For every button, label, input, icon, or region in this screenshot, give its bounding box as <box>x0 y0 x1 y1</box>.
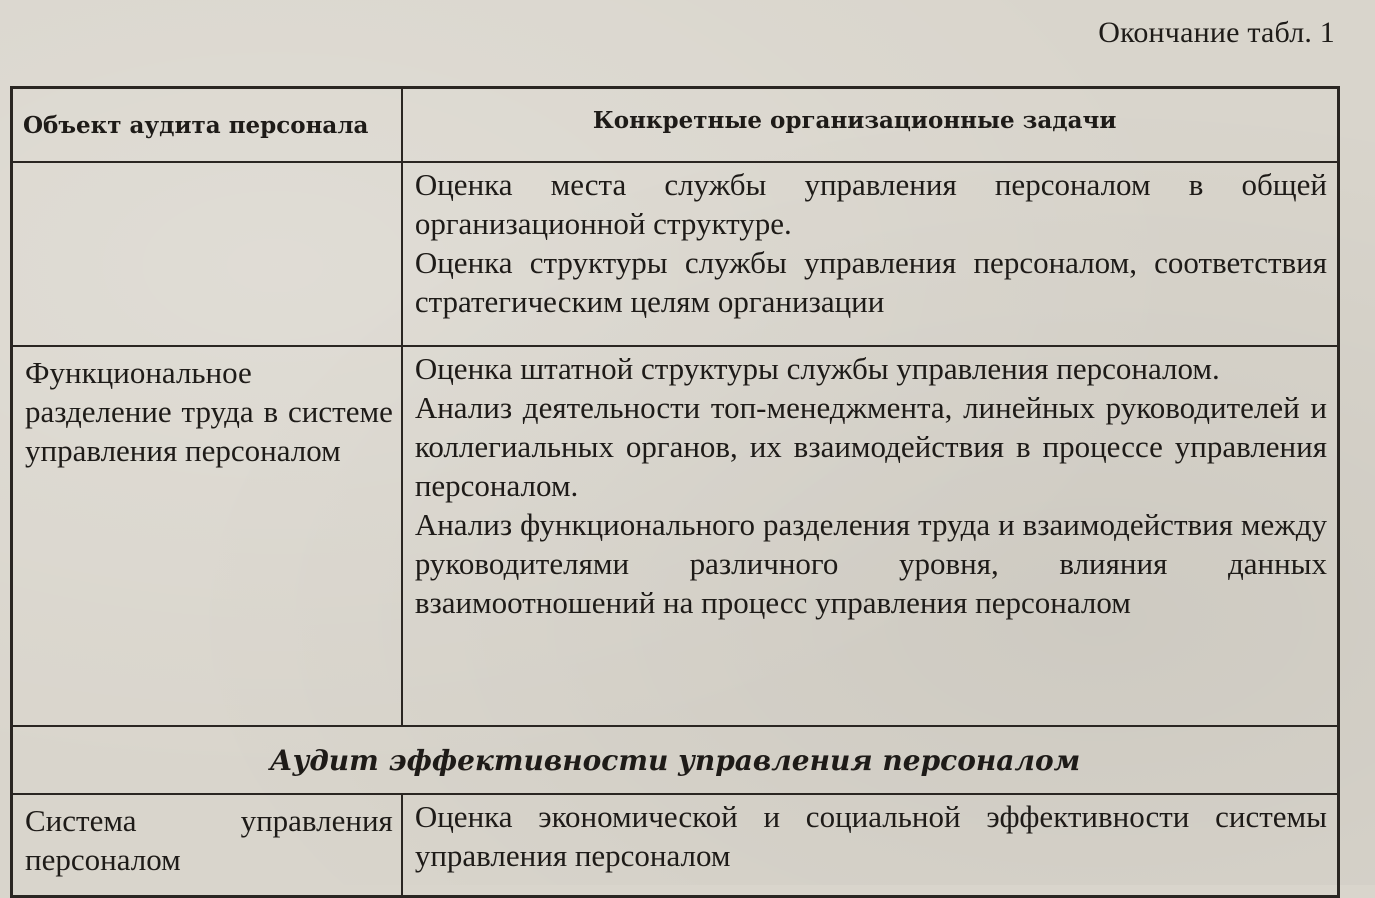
task-item: Оценка места службы управления персоналом в общей организационной структуре. <box>414 167 1327 241</box>
row-object: Функциональное разделение труда в системе управления персоналом <box>12 346 402 726</box>
task-item: Оценка экономической и социальной эффективности системы управления персоналом <box>414 799 1327 873</box>
table-header-row <box>12 88 1339 163</box>
task-item: Оценка штатной структуры службы управления персоналом. <box>414 351 1220 386</box>
task-item: Анализ функционального разделения труда и взаимодействия между руководителями различного уровня, влияния данных взаимоотношений на процесс управления персоналом <box>414 507 1327 620</box>
row-tasks <box>402 794 1339 897</box>
row-object <box>12 162 402 346</box>
header-object: Объект аудита персонала <box>12 88 402 163</box>
section-row <box>12 726 1339 794</box>
row-tasks <box>402 162 1339 346</box>
row-tasks <box>402 346 1339 726</box>
header-tasks: Конкретные организационные задачи <box>402 88 1339 163</box>
table-row <box>12 794 1339 897</box>
section-title: Аудит эффективности управления персоналом <box>12 726 1339 794</box>
table-caption: Окончание табл. 1 <box>1098 16 1335 49</box>
row-object: Система управления персоналом <box>12 794 402 897</box>
task-item: Оценка структуры службы управления персоналом, соответствия стратегическим целям организации <box>414 245 1327 319</box>
task-item: Анализ деятельности топ-менеджмента, линейных руководителей и коллегиальных органов, их взаимодействия в процессе управления персоналом. <box>414 390 1327 503</box>
table-row <box>12 162 1339 346</box>
audit-table <box>10 86 1340 898</box>
table-row <box>12 346 1339 726</box>
